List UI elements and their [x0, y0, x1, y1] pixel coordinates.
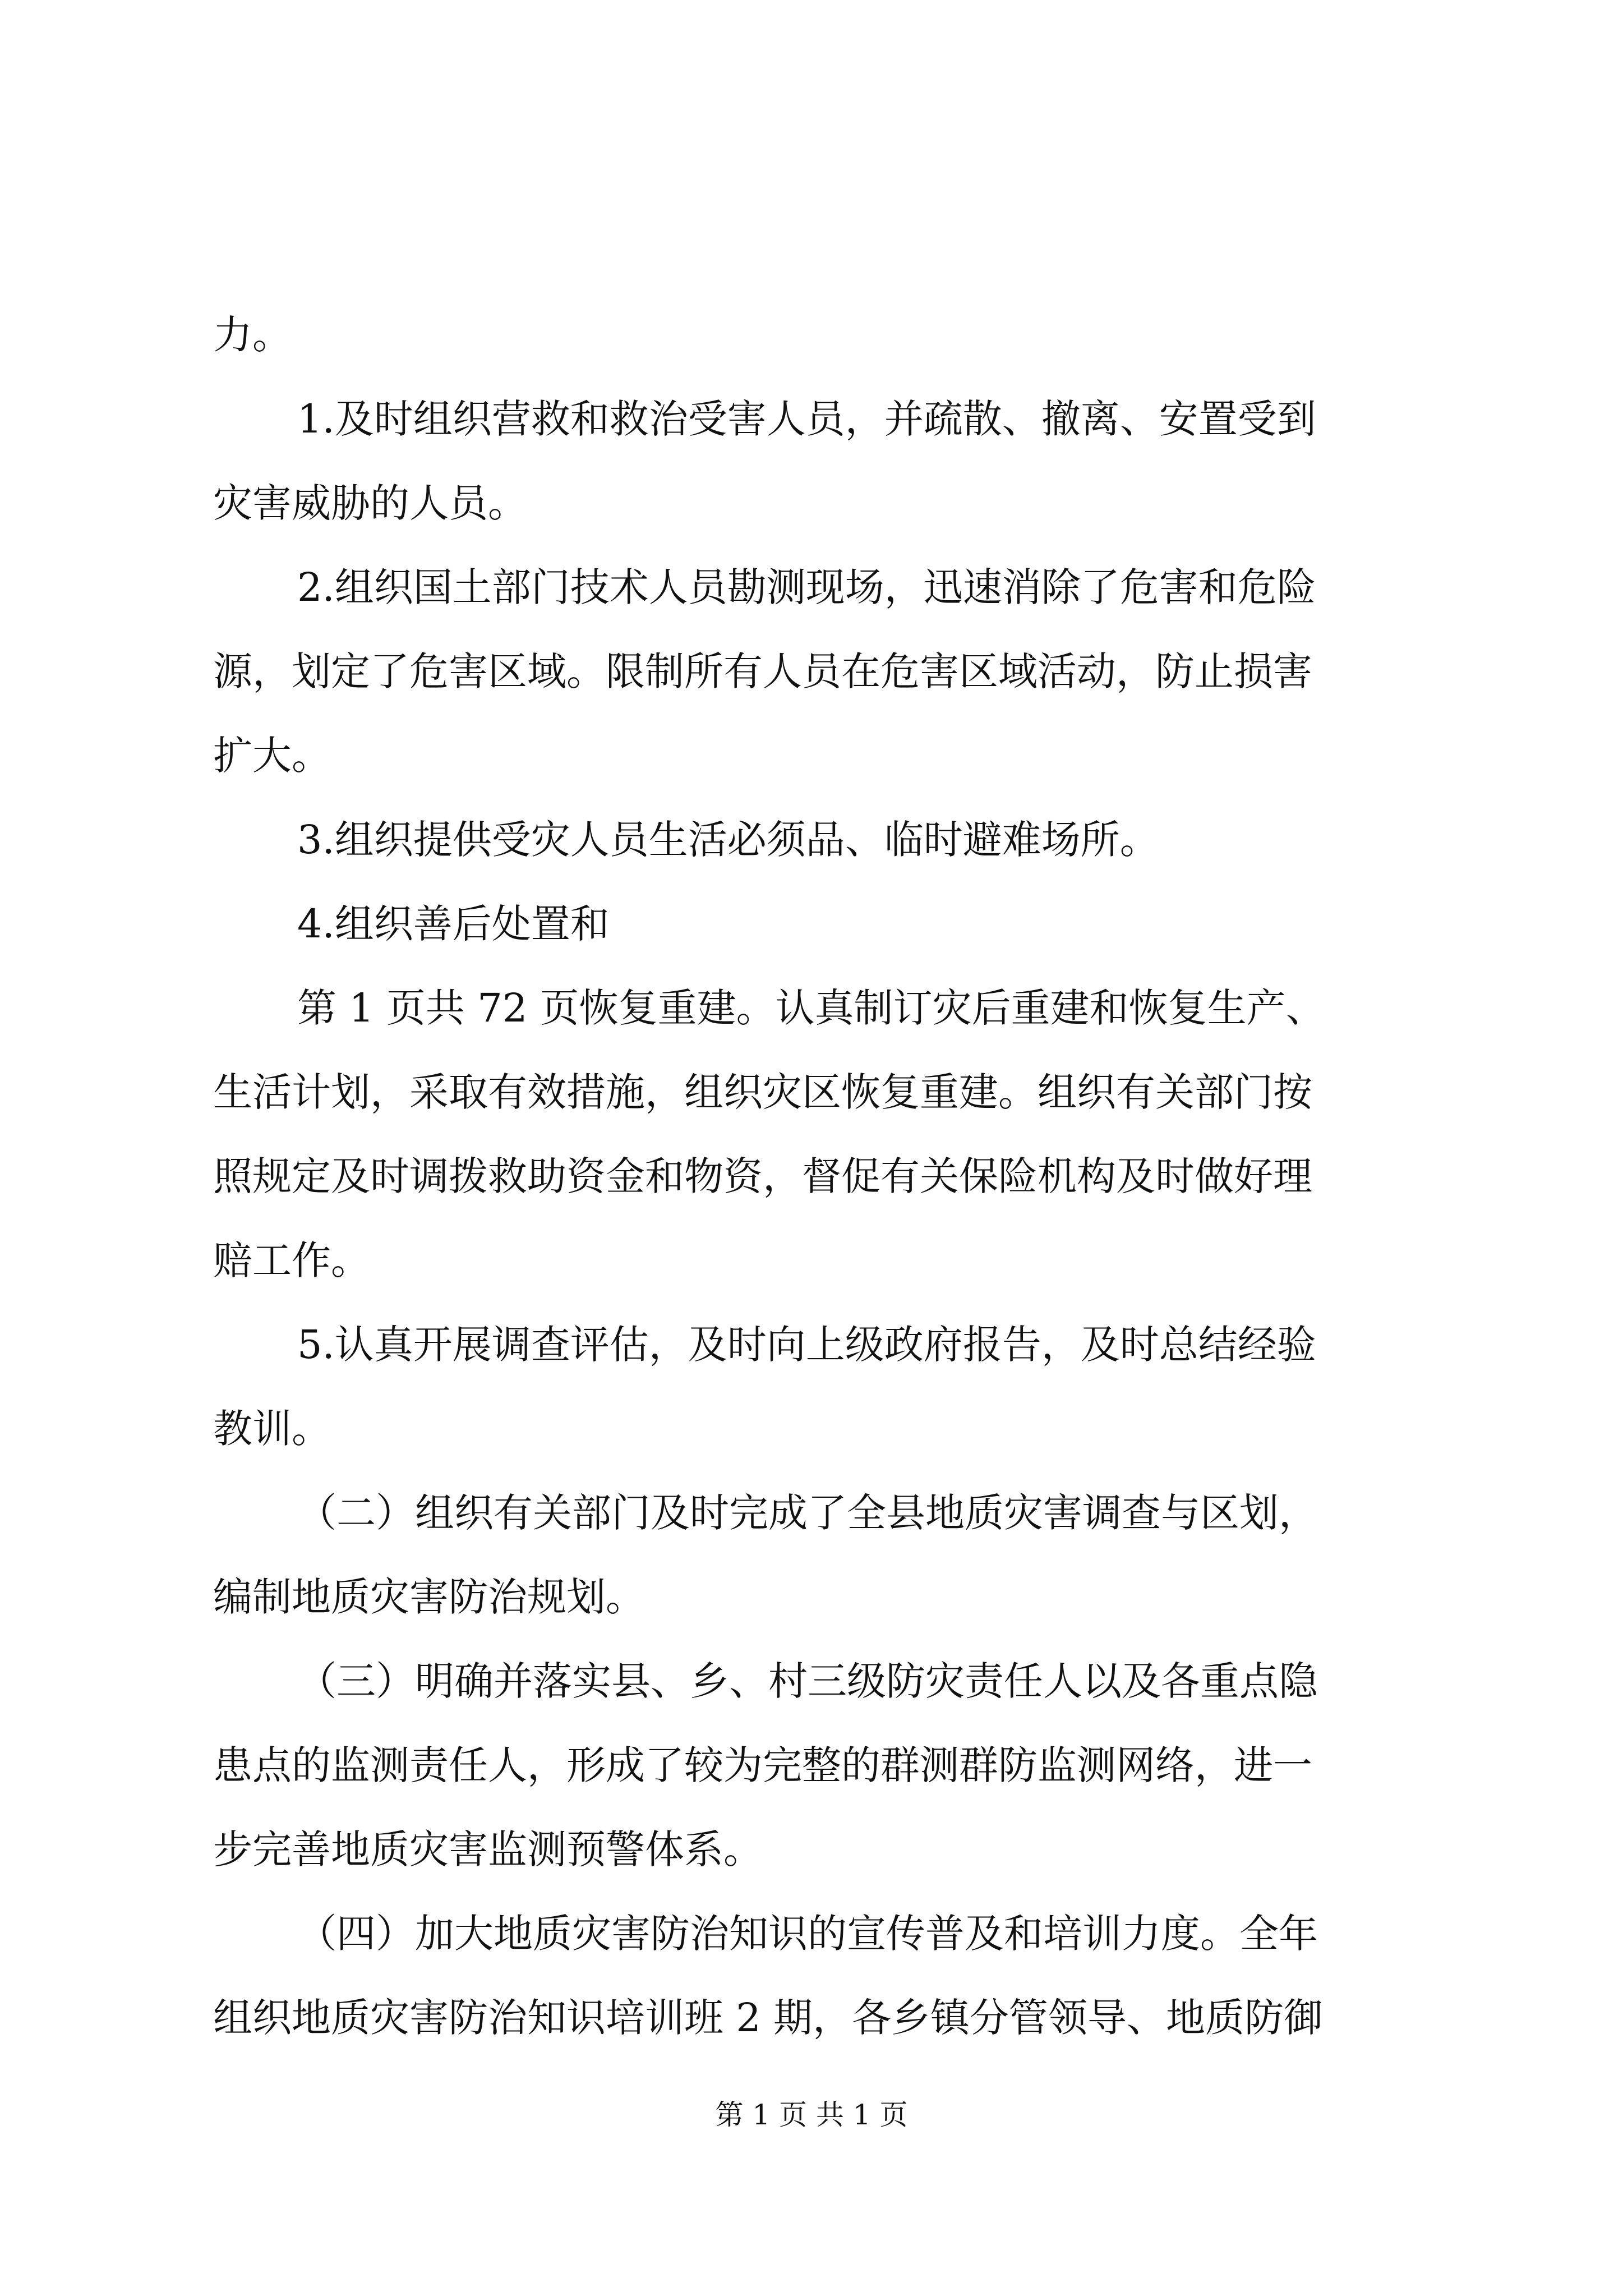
text-line: 1.及时组织营救和救治受害人员，并疏散、撤离、安置受到 [297, 396, 1316, 442]
text-line: 第 1 页共 72 页恢复重建。认真制订灾后重建和恢复生产、 [297, 985, 1325, 1031]
text-line: 患点的监测责任人，形成了较为完整的群测群防监测网络，进一 [213, 1742, 1312, 1788]
text-line: 生活计划，采取有效措施，组织灾区恢复重建。组织有关部门按 [213, 1069, 1312, 1115]
text-line: （二）组织有关部门及时完成了全县地质灾害调查与区划， [297, 1490, 1318, 1536]
text-line: 源，划定了危害区域。限制所有人员在危害区域活动，防止损害 [213, 648, 1312, 694]
text-line: 照规定及时调拨救助资金和物资，督促有关保险机构及时做好理 [213, 1153, 1312, 1199]
text-line: 2.组织国土部门技术人员勘测现场，迅速消除了危害和危险 [297, 564, 1316, 610]
text-line: 4.组织善后处置和 [297, 901, 610, 947]
text-line: 步完善地质灾害监测预警体系。 [213, 1826, 763, 1872]
text-line: 3.组织提供受灾人员生活必须品、临时避难场所。 [297, 817, 1159, 863]
page-footer: 第 1 页 共 1 页 [715, 2099, 908, 2131]
text-line: 扩大。 [213, 733, 331, 779]
text-line: 力。 [213, 312, 292, 358]
text-line: 灾害威胁的人员。 [213, 480, 527, 526]
text-line: （三）明确并落实县、乡、村三级防灾责任人以及各重点隐 [297, 1658, 1318, 1704]
text-line: 赔工作。 [213, 1237, 370, 1283]
text-line: 5.认真开展调查评估，及时向上级政府报告，及时总结经验 [297, 1322, 1316, 1368]
text-line: 编制地质灾害防治规划。 [213, 1574, 645, 1620]
text-line: 教训。 [213, 1406, 331, 1452]
text-line: 组织地质灾害防治知识培训班 2 期，各乡镇分管领导、地质防御 [213, 1995, 1324, 2041]
text-line: （四）加大地质灾害防治知识的宣传普及和培训力度。全年 [297, 1911, 1318, 1957]
